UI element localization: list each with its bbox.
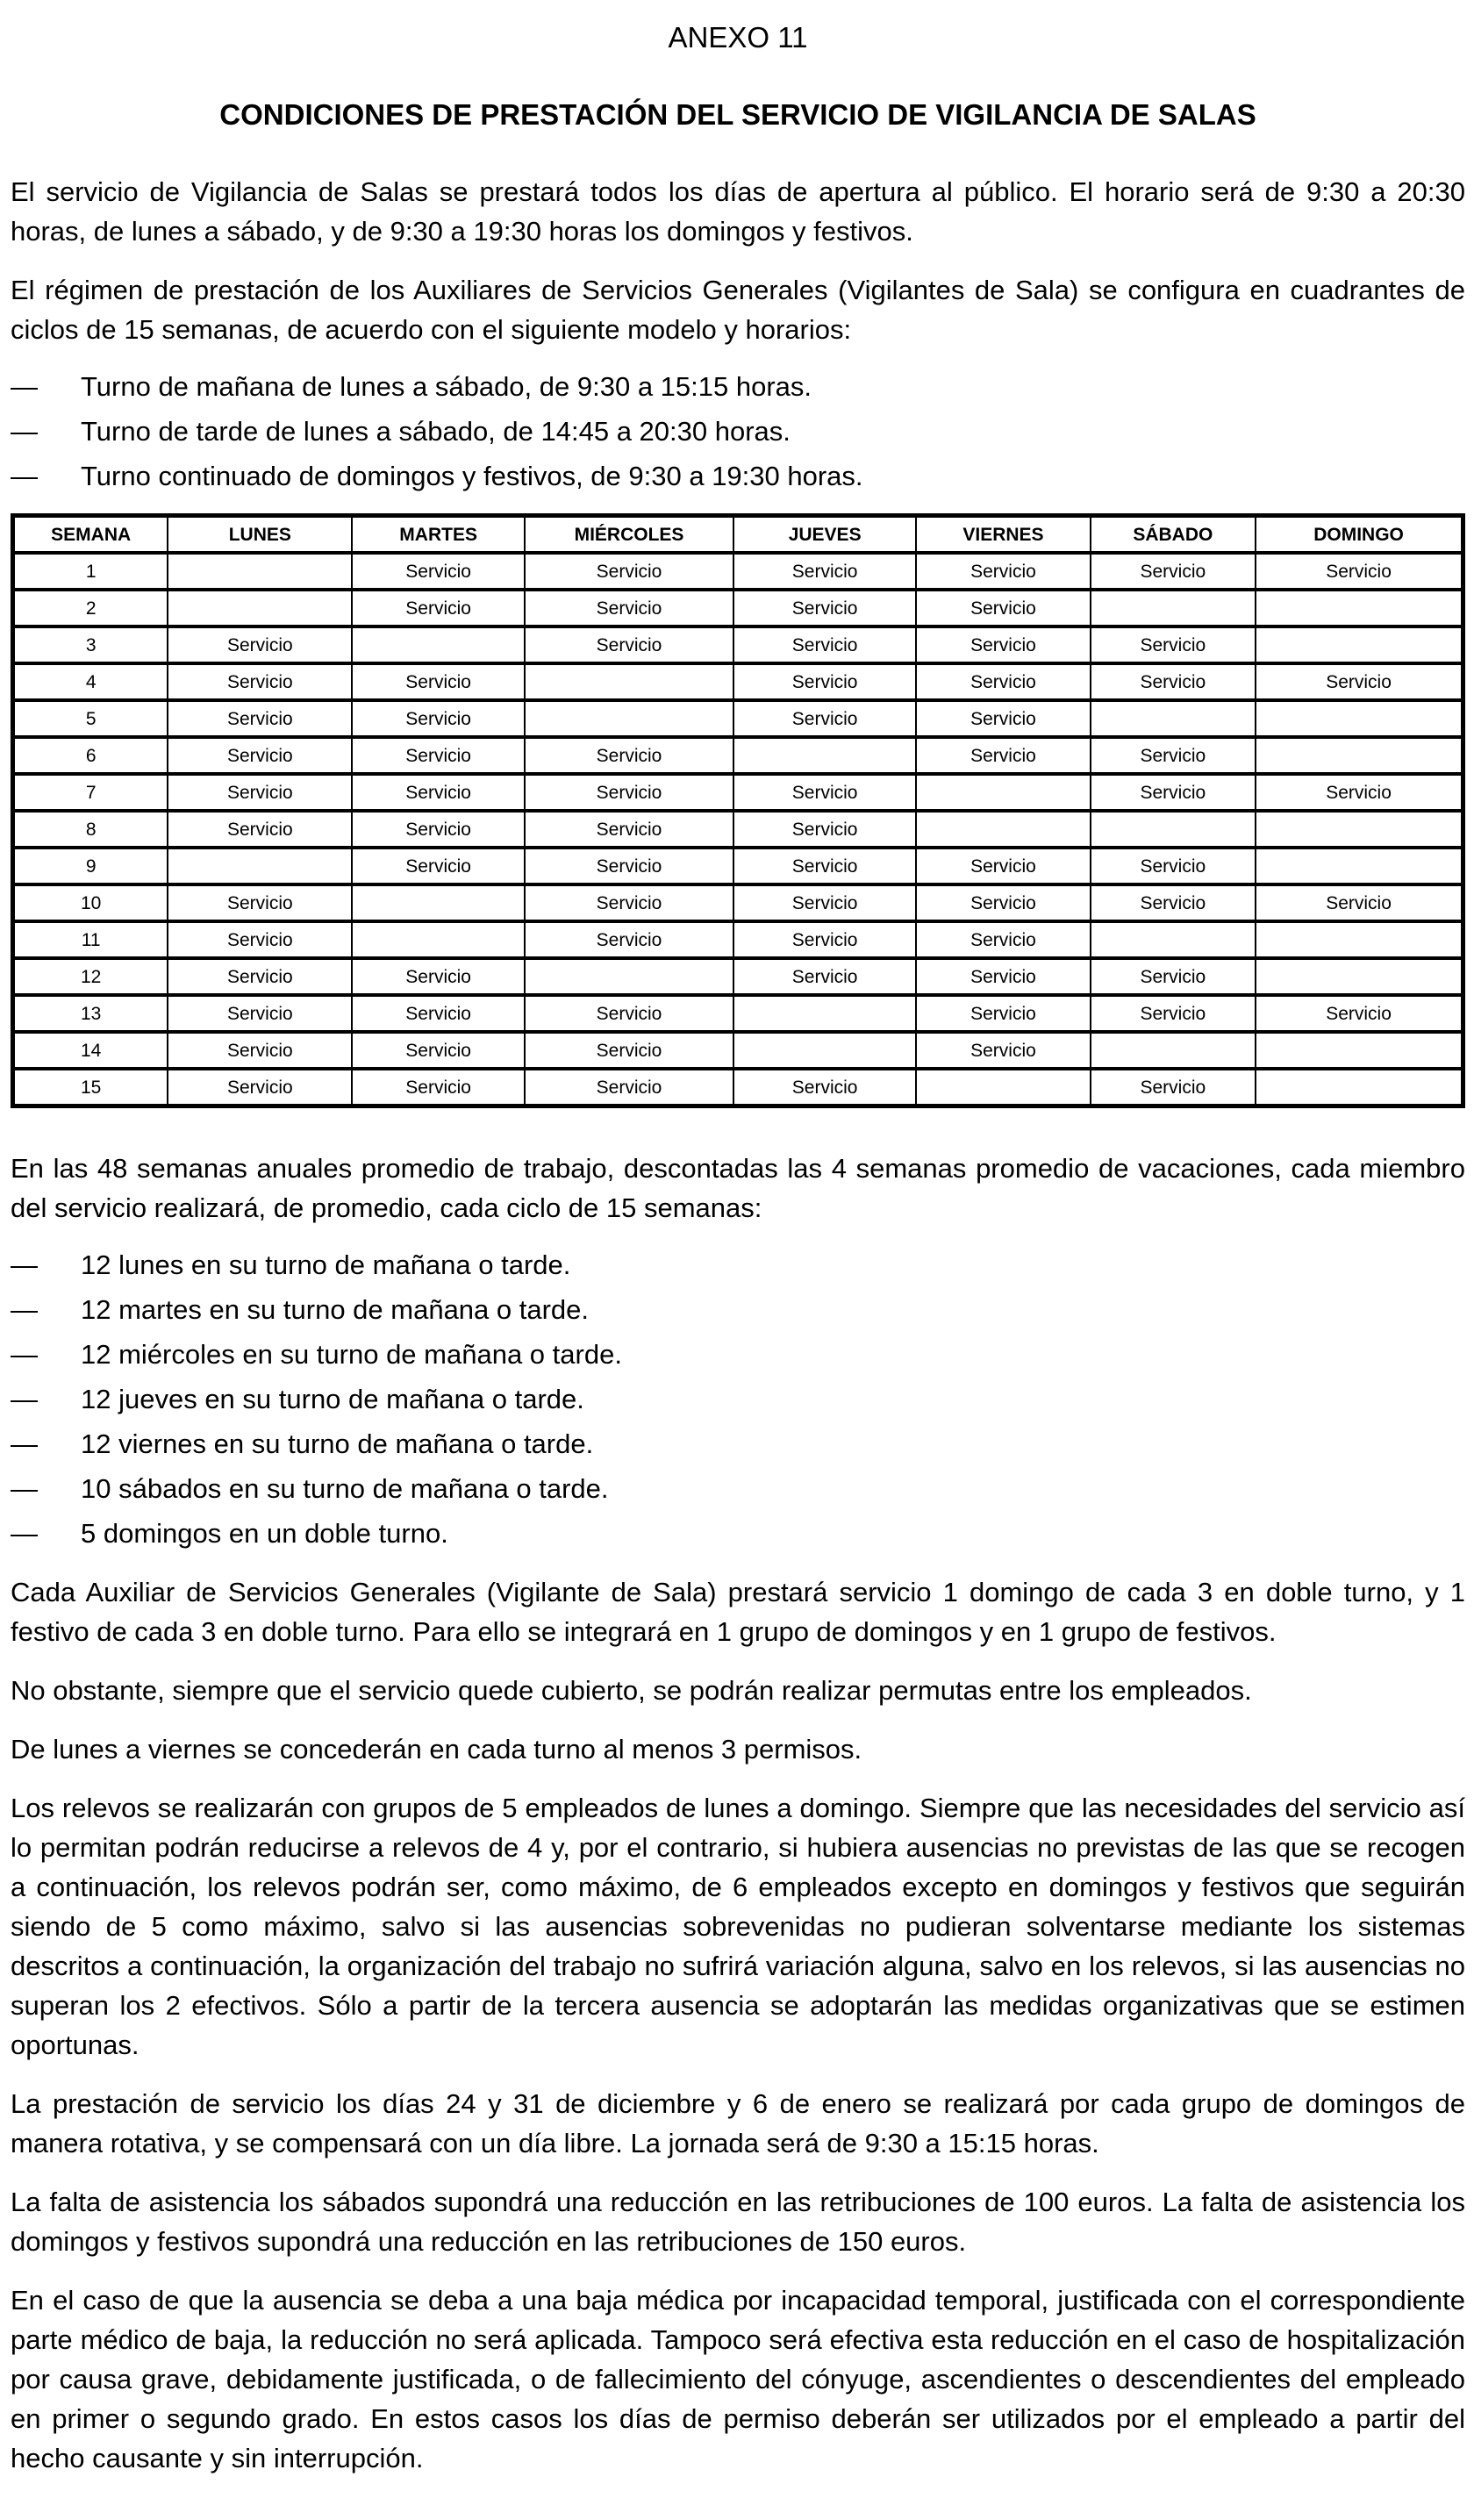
schedule-cell: Servicio xyxy=(733,811,916,848)
week-number-cell: 5 xyxy=(13,700,168,737)
schedule-cell: Servicio xyxy=(916,737,1090,774)
table-row xyxy=(13,700,1463,737)
schedule-cell xyxy=(1256,811,1463,848)
list-item xyxy=(11,1335,1465,1374)
schedule-cell: Servicio xyxy=(352,663,525,700)
table-row xyxy=(13,884,1463,921)
schedule-cell: Servicio xyxy=(352,958,525,995)
schedule-cell: Servicio xyxy=(1091,626,1256,663)
week-number-cell: 13 xyxy=(13,995,168,1032)
schedule-cell xyxy=(1091,590,1256,626)
schedule-cell: Servicio xyxy=(916,1032,1090,1069)
table-row xyxy=(13,848,1463,884)
schedule-cell: Servicio xyxy=(352,811,525,848)
document-heading: CONDICIONES DE PRESTACIÓN DEL SERVICIO DE VIGILANCIA DE SALAS xyxy=(219,98,1256,131)
schedule-cell xyxy=(1256,921,1463,958)
schedule-cell xyxy=(352,626,525,663)
table-row xyxy=(13,774,1463,811)
week-number-cell: 4 xyxy=(13,663,168,700)
schedule-table-body xyxy=(13,553,1463,1106)
schedule-cell: Servicio xyxy=(525,1069,733,1106)
schedule-cell: Servicio xyxy=(168,1069,352,1106)
schedule-cell: Servicio xyxy=(525,811,733,848)
schedule-cell: Servicio xyxy=(525,774,733,811)
schedule-cell: Servicio xyxy=(168,995,352,1032)
week-number-cell: 10 xyxy=(13,884,168,921)
dash-marker: — xyxy=(11,371,38,402)
list-item xyxy=(11,456,1465,496)
schedule-cell xyxy=(733,995,916,1032)
schedule-cell: Servicio xyxy=(168,700,352,737)
schedule-cell xyxy=(916,774,1090,811)
list-item-text: 10 sábados en su turno de mañana o tarde. xyxy=(81,1473,609,1504)
schedule-cell: Servicio xyxy=(733,958,916,995)
table-header-cell: LUNES xyxy=(168,516,352,554)
schedule-cell xyxy=(352,884,525,921)
schedule-cell: Servicio xyxy=(916,590,1090,626)
schedule-cell: Servicio xyxy=(352,774,525,811)
list-item-text: 12 jueves en su turno de mañana o tarde. xyxy=(81,1384,584,1414)
list-item-text: 12 miércoles en su turno de mañana o tarde. xyxy=(81,1339,622,1370)
schedule-cell: Servicio xyxy=(1091,663,1256,700)
dash-marker: — xyxy=(11,1384,38,1414)
schedule-cell: Servicio xyxy=(733,921,916,958)
schedule-cell xyxy=(1256,626,1463,663)
schedule-cell: Servicio xyxy=(168,1032,352,1069)
schedule-cell xyxy=(1256,737,1463,774)
week-number-cell: 9 xyxy=(13,848,168,884)
schedule-cell: Servicio xyxy=(168,737,352,774)
paragraph-baja-medica: En el caso de que la ausencia se deba a una baja médica por incapacidad temporal, justificada con el correspondiente parte médico de baja, la reducción no será aplicada. Tampoco será efectiva esta reducción en el caso de hospitalización por causa grave, debidamente justificada, o de fallecimiento del cónyuge, ascendientes o descendientes del empleado en primer o segundo grado. En estos casos los días de permiso deberán ser utilizados por el empleado a partir del hecho causante y sin interrupción. xyxy=(11,2285,1465,2473)
schedule-cell: Servicio xyxy=(168,884,352,921)
table-header-cell: MARTES xyxy=(352,516,525,554)
schedule-cell: Servicio xyxy=(168,811,352,848)
dash-marker: — xyxy=(11,1428,38,1459)
schedule-cell: Servicio xyxy=(1091,884,1256,921)
schedule-cell: Servicio xyxy=(733,884,916,921)
annex-title: ANEXO 11 xyxy=(668,21,808,54)
schedule-cell: Servicio xyxy=(1091,737,1256,774)
week-number-cell: 2 xyxy=(13,590,168,626)
table-header-cell: DOMINGO xyxy=(1256,516,1463,554)
list-item-text: Turno de mañana de lunes a sábado, de 9:30 a 15:15 horas. xyxy=(81,371,812,402)
schedule-cell xyxy=(1091,921,1256,958)
list-item xyxy=(11,1245,1465,1285)
table-row xyxy=(13,1069,1463,1106)
schedule-cell xyxy=(1091,1032,1256,1069)
schedule-cell xyxy=(916,1069,1090,1106)
schedule-cell xyxy=(525,958,733,995)
schedule-cell xyxy=(1256,1069,1463,1106)
list-item-text: 12 martes en su turno de mañana o tarde. xyxy=(81,1294,590,1325)
schedule-cell: Servicio xyxy=(525,921,733,958)
paragraph-permisos: De lunes a viernes se concederán en cada turno al menos 3 permisos. xyxy=(11,1734,862,1765)
list-item-text: Turno de tarde de lunes a sábado, de 14:45 a 20:30 horas. xyxy=(81,416,791,447)
schedule-cell: Servicio xyxy=(168,774,352,811)
dash-marker: — xyxy=(11,1473,38,1504)
schedule-cell: Servicio xyxy=(733,1069,916,1106)
paragraph-regime: El régimen de prestación de los Auxiliares de Servicios Generales (Vigilantes de Sala) se configura en cuadrantes de ciclos de 15 semanas, de acuerdo con el siguiente modelo y horarios: xyxy=(11,275,1465,345)
table-row xyxy=(13,663,1463,700)
schedule-cell xyxy=(1091,700,1256,737)
week-number-cell: 6 xyxy=(13,737,168,774)
schedule-cell: Servicio xyxy=(733,553,916,590)
table-row xyxy=(13,590,1463,626)
schedule-cell xyxy=(733,1032,916,1069)
schedule-cell: Servicio xyxy=(733,590,916,626)
list-item xyxy=(11,1514,1465,1553)
schedule-cell: Servicio xyxy=(1091,1069,1256,1106)
schedule-cell: Servicio xyxy=(1091,774,1256,811)
list-item-text: 12 lunes en su turno de mañana o tarde. xyxy=(81,1249,571,1280)
schedule-cell xyxy=(168,590,352,626)
schedule-table xyxy=(11,513,1465,1108)
week-number-cell: 12 xyxy=(13,958,168,995)
schedule-cell: Servicio xyxy=(733,848,916,884)
schedule-cell: Servicio xyxy=(1091,995,1256,1032)
schedule-cell: Servicio xyxy=(916,626,1090,663)
schedule-cell: Servicio xyxy=(1256,553,1463,590)
schedule-cell: Servicio xyxy=(916,848,1090,884)
schedule-cell: Servicio xyxy=(733,774,916,811)
cycle-list xyxy=(11,1245,1465,1553)
table-row xyxy=(13,553,1463,590)
paragraph-service-hours: El servicio de Vigilancia de Salas se prestará todos los días de apertura al público. El horario será de 9:30 a 20:30 horas, de lunes a sábado, y de 9:30 a 19:30 horas los domingos y festivos. xyxy=(11,176,1465,247)
schedule-cell: Servicio xyxy=(733,700,916,737)
schedule-cell: Servicio xyxy=(352,700,525,737)
schedule-cell: Servicio xyxy=(1256,663,1463,700)
schedule-cell: Servicio xyxy=(916,700,1090,737)
week-number-cell: 3 xyxy=(13,626,168,663)
table-row xyxy=(13,995,1463,1032)
schedule-cell: Servicio xyxy=(733,626,916,663)
schedule-cell xyxy=(1256,848,1463,884)
schedule-cell: Servicio xyxy=(168,958,352,995)
week-number-cell: 7 xyxy=(13,774,168,811)
schedule-cell xyxy=(168,848,352,884)
table-row xyxy=(13,737,1463,774)
week-number-cell: 1 xyxy=(13,553,168,590)
list-item xyxy=(11,1290,1465,1329)
schedule-cell: Servicio xyxy=(1256,995,1463,1032)
schedule-cell: Servicio xyxy=(1256,884,1463,921)
dash-marker: — xyxy=(11,1294,38,1325)
schedule-cell: Servicio xyxy=(525,884,733,921)
schedule-cell: Servicio xyxy=(168,626,352,663)
schedule-cell: Servicio xyxy=(525,590,733,626)
list-item-text: Turno continuado de domingos y festivos, de 9:30 a 19:30 horas. xyxy=(81,461,863,491)
table-row xyxy=(13,811,1463,848)
schedule-cell: Servicio xyxy=(352,848,525,884)
schedule-cell: Servicio xyxy=(525,995,733,1032)
dash-marker: — xyxy=(11,416,38,447)
schedule-cell: Servicio xyxy=(1091,553,1256,590)
schedule-cell: Servicio xyxy=(733,663,916,700)
schedule-cell xyxy=(733,737,916,774)
schedule-cell xyxy=(1256,958,1463,995)
table-row xyxy=(13,958,1463,995)
table-header-cell: JUEVES xyxy=(733,516,916,554)
schedule-cell: Servicio xyxy=(525,1032,733,1069)
schedule-cell: Servicio xyxy=(1091,848,1256,884)
table-header-cell: SÁBADO xyxy=(1091,516,1256,554)
list-item xyxy=(11,1424,1465,1464)
schedule-cell: Servicio xyxy=(168,921,352,958)
week-number-cell: 11 xyxy=(13,921,168,958)
schedule-table-head xyxy=(13,516,1463,554)
schedule-cell: Servicio xyxy=(352,590,525,626)
list-item xyxy=(11,412,1465,451)
paragraph-navidad: La prestación de servicio los días 24 y 31 de diciembre y 6 de enero se realizará por cada grupo de domingos de manera rotativa, y se compensará con un día libre. La jornada será de 9:30 a 15:15 horas. xyxy=(11,2088,1465,2158)
schedule-cell xyxy=(352,921,525,958)
schedule-cell: Servicio xyxy=(525,848,733,884)
schedule-cell xyxy=(916,811,1090,848)
table-header-cell: VIERNES xyxy=(916,516,1090,554)
table-row xyxy=(13,921,1463,958)
schedule-cell: Servicio xyxy=(916,995,1090,1032)
schedule-cell: Servicio xyxy=(916,958,1090,995)
dash-marker: — xyxy=(11,461,38,491)
schedule-cell: Servicio xyxy=(352,995,525,1032)
schedule-cell xyxy=(1256,590,1463,626)
shift-list xyxy=(11,367,1465,496)
list-item xyxy=(11,367,1465,406)
schedule-cell: Servicio xyxy=(168,663,352,700)
schedule-cell: Servicio xyxy=(916,884,1090,921)
schedule-cell xyxy=(1256,700,1463,737)
paragraph-doble-turno: Cada Auxiliar de Servicios Generales (Vigilante de Sala) prestará servicio 1 domingo de cada 3 en doble turno, y 1 festivo de cada 3 en doble turno. Para ello se integrará en 1 grupo de domingos y en 1 grupo de festivos. xyxy=(11,1577,1465,1647)
schedule-cell: Servicio xyxy=(1091,958,1256,995)
schedule-cell: Servicio xyxy=(352,737,525,774)
table-row xyxy=(13,626,1463,663)
schedule-cell: Servicio xyxy=(916,663,1090,700)
schedule-cell xyxy=(168,553,352,590)
dash-marker: — xyxy=(11,1518,38,1549)
list-item-text: 5 domingos en un doble turno. xyxy=(81,1518,448,1549)
dash-marker: — xyxy=(11,1249,38,1280)
dash-marker: — xyxy=(11,1339,38,1370)
schedule-cell xyxy=(1091,811,1256,848)
schedule-cell: Servicio xyxy=(352,553,525,590)
paragraph-weeks-summary: En las 48 semanas anuales promedio de trabajo, descontadas las 4 semanas promedio de vacaciones, cada miembro del servicio realizará, de promedio, cada ciclo de 15 semanas: xyxy=(11,1153,1465,1223)
paragraph-retribuciones: La falta de asistencia los sábados supondrá una reducción en las retribuciones de 100 euros. La falta de asistencia los domingos y festivos supondrá una reducción en las retribuciones de 150 euros. xyxy=(11,2187,1465,2257)
schedule-cell xyxy=(525,700,733,737)
paragraph-relevos: Los relevos se realizarán con grupos de 5 empleados de lunes a domingo. Siempre que las necesidades del servicio así lo permitan podrán reducirse a relevos de 4 y, por el contrario, si hubiera ausencias no previstas de las que se recogen a continuación, los relevos podrán ser, como máximo, de 6 empleados excepto en domingos y festivos que seguirán siendo de 5 como máximo, salvo si las ausencias sobrevenidas no pudieran solventarse mediante los sistemas descritos a continuación, la organización del trabajo no sufrirá variación alguna, salvo en los relevos, si las ausencias no superan los 2 efectivos. Sólo a partir de la tercera ausencia se adoptarán las medidas organizativas que se estimen oportunas. xyxy=(11,1793,1465,2060)
schedule-cell: Servicio xyxy=(352,1032,525,1069)
list-item-text: 12 viernes en su turno de mañana o tarde. xyxy=(81,1428,594,1459)
paragraph-permutas: No obstante, siempre que el servicio quede cubierto, se podrán realizar permutas entre los empleados. xyxy=(11,1675,1252,1706)
schedule-cell xyxy=(525,663,733,700)
schedule-cell: Servicio xyxy=(525,553,733,590)
week-number-cell: 8 xyxy=(13,811,168,848)
table-header-cell: MIÉRCOLES xyxy=(525,516,733,554)
schedule-cell xyxy=(1256,1032,1463,1069)
table-header-cell: SEMANA xyxy=(13,516,168,554)
table-header-row xyxy=(13,516,1463,554)
week-number-cell: 14 xyxy=(13,1032,168,1069)
list-item xyxy=(11,1379,1465,1419)
schedule-cell: Servicio xyxy=(1256,774,1463,811)
schedule-cell: Servicio xyxy=(916,921,1090,958)
list-item xyxy=(11,1469,1465,1508)
schedule-cell: Servicio xyxy=(525,737,733,774)
schedule-cell: Servicio xyxy=(525,626,733,663)
week-number-cell: 15 xyxy=(13,1069,168,1106)
schedule-cell: Servicio xyxy=(916,553,1090,590)
schedule-cell: Servicio xyxy=(352,1069,525,1106)
table-row xyxy=(13,1032,1463,1069)
